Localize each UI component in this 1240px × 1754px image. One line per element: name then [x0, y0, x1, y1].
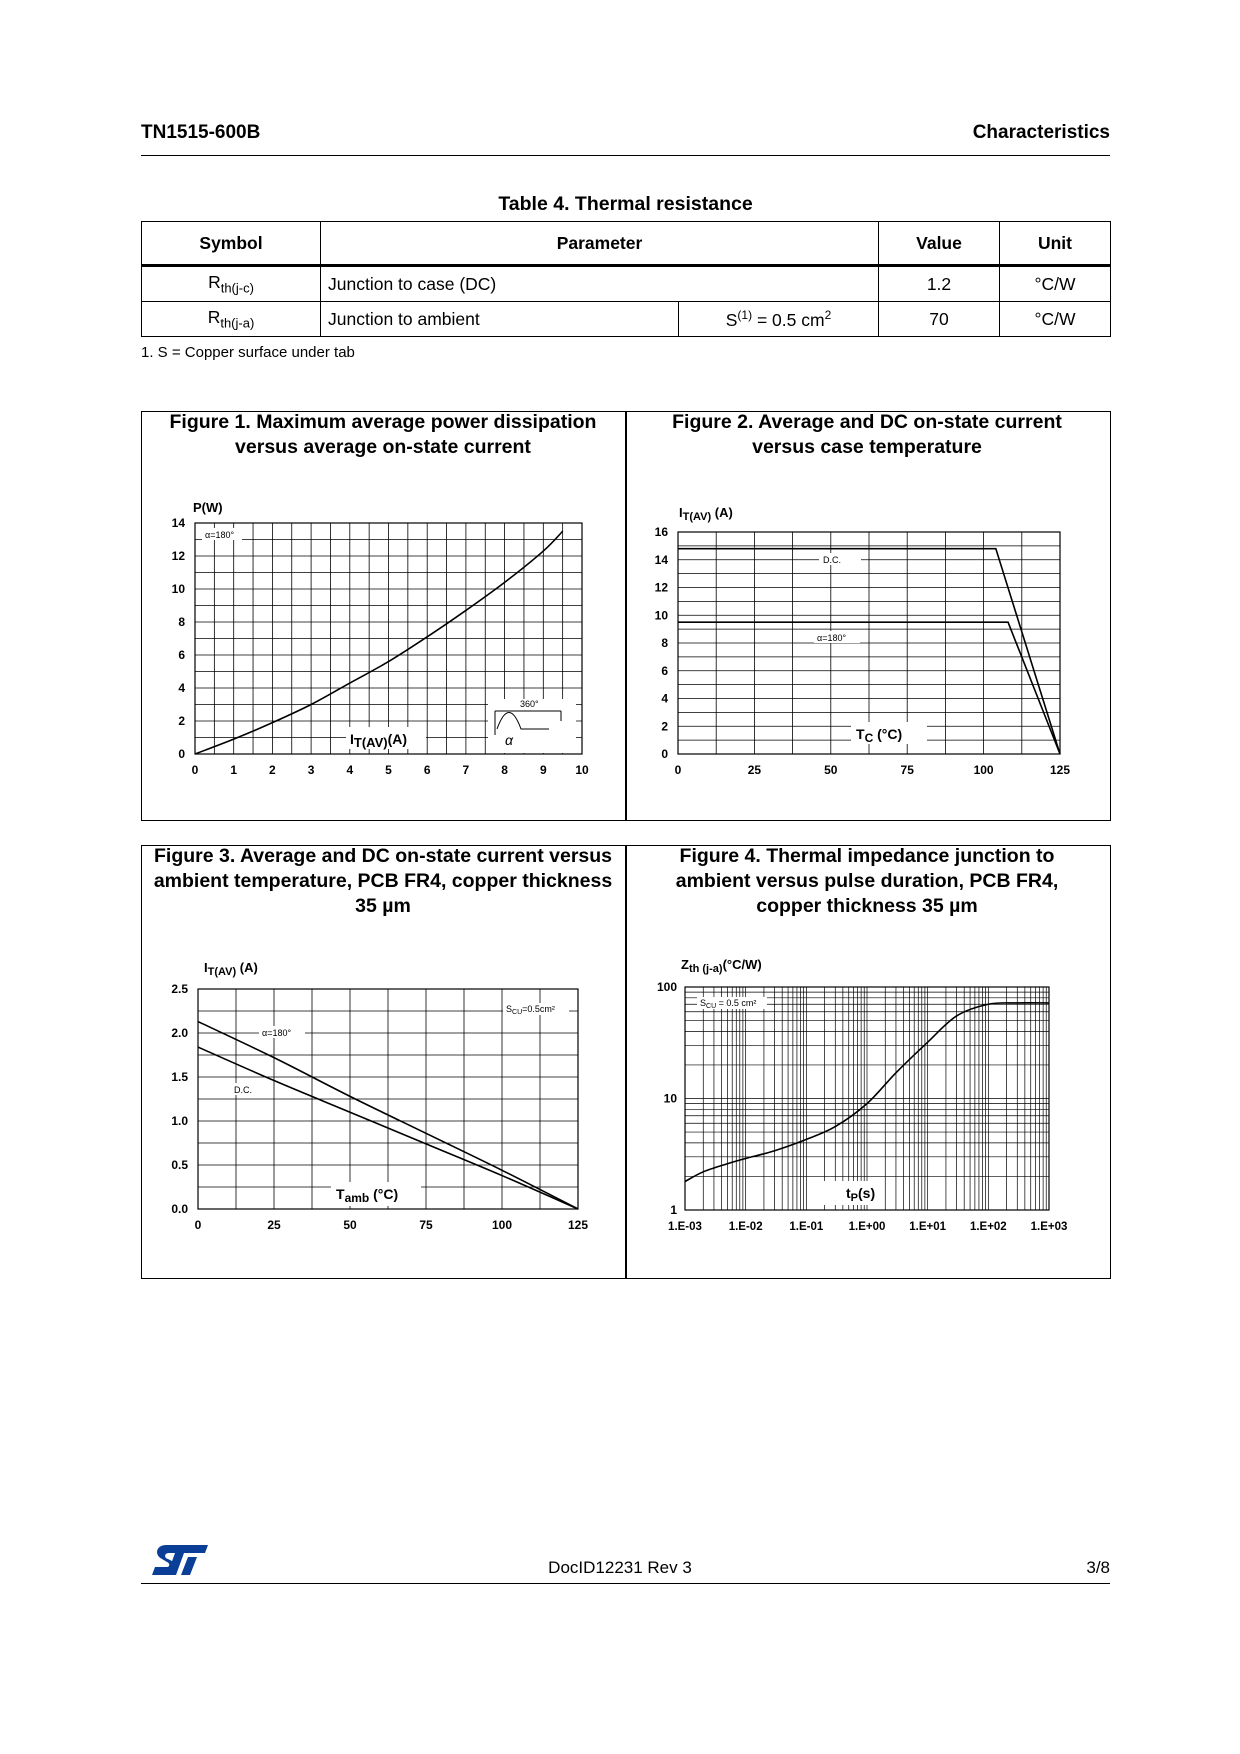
f2-ytick-label: 8 [661, 636, 668, 650]
f2-ytick-label: 6 [661, 663, 668, 678]
header-left: TN1515-600B [141, 122, 261, 143]
f1-xtick-label: 5 [385, 763, 392, 777]
f1-inset-alpha: α [505, 732, 513, 748]
value-cell: 1.2 [879, 266, 1000, 302]
f2-ytick-label: 16 [654, 525, 668, 539]
f2-grid [678, 532, 1060, 754]
f1-ytick-label: 4 [178, 681, 185, 695]
col-value: Value [879, 222, 1000, 266]
f4-xtick-label: 1.E+03 [1030, 1221, 1068, 1233]
f4-ytick-label: 100 [656, 980, 677, 994]
f2-ytick-label: 14 [654, 552, 668, 567]
f3-xtick-label: 125 [567, 1218, 589, 1232]
thermal-resistance-table [141, 221, 1111, 337]
f1-ytick-label: 6 [178, 648, 185, 662]
f1-xtick-label: 0 [191, 763, 199, 777]
f2-ytick-label: 10 [654, 608, 668, 623]
f1-xtick-label: 1 [230, 763, 238, 777]
f4-xtick-label: 1.E+02 [969, 1221, 1007, 1233]
f2-ytick-label: 0 [661, 747, 668, 761]
f4-ytick-label: 1 [670, 1203, 677, 1217]
f2-dc-label: D.C. [823, 555, 841, 565]
footer-page-number: 3/8 [1086, 1558, 1110, 1577]
f1-xlabel: IT(AV)(A) [350, 731, 408, 750]
f4-xtick-label: 1.E+00 [848, 1221, 886, 1233]
f2-xtick-label: 50 [824, 763, 838, 777]
table-row [142, 302, 1111, 337]
f2-xtick-label: 100 [973, 763, 994, 777]
f4-grid [685, 987, 1049, 1210]
f1-ylabel: P(W) [193, 500, 223, 515]
f4-ytick-label: 10 [663, 1091, 677, 1106]
footer-doc-id: DocID12231 Rev 3 [548, 1558, 692, 1577]
f2-xtick-label: 25 [747, 763, 762, 777]
f1-ytick-label: 8 [178, 615, 185, 629]
unit-cell: °C/W [1000, 302, 1111, 337]
table-header-row [142, 222, 1111, 266]
f3-xtick-label: 100 [491, 1218, 513, 1232]
f3-dc-label: D.C. [234, 1085, 252, 1095]
figure-2-caption: Figure 2. Average and DC on-state current versus case temperature [672, 411, 1062, 458]
f4-ylabel: $Z_{th (j-a)}(^\circ C/W)$ [681, 957, 762, 975]
f3-xtick-label: 0 [194, 1218, 202, 1232]
header-rule [141, 155, 1110, 156]
figure-1-chart [141, 495, 625, 795]
f1-xtick-label: 2 [269, 763, 276, 777]
f1-ytick-label: 10 [171, 582, 185, 596]
f1-xtick-label: 8 [501, 763, 508, 777]
f3-scu-label: $S_{CU}=0.5cm^2$ [506, 1004, 555, 1016]
f3-xtick-label: 50 [343, 1218, 357, 1232]
f2-ytick-label: 12 [654, 580, 668, 595]
f2-xtick-label: 75 [900, 763, 914, 777]
symbol-cell: $R_{th(j-a)}$ [142, 302, 321, 337]
figure-2-chart [625, 495, 1109, 795]
f2-180-label: α=180° [817, 633, 847, 643]
f1-xtick-label: 10 [575, 763, 589, 777]
f2-xtick-label: 125 [1049, 763, 1071, 777]
f1-xtick-label: 3 [307, 763, 315, 777]
table-caption: Table 4. Thermal resistance [498, 193, 753, 215]
f1-xtick-label: 4 [346, 763, 354, 777]
figure-4-chart [625, 955, 1109, 1255]
figure-1-caption: Figure 1. Maximum average power dissipation versus average on-state current [169, 411, 597, 458]
f4-xtick-label: 1.E-01 [789, 1221, 824, 1233]
f4-xtick-label: 1.E+01 [909, 1221, 947, 1233]
parameter-cell: Junction to case (DC) [321, 266, 879, 302]
header-right: Characteristics [972, 122, 1110, 143]
f3-ytick-label: 0.5 [171, 1158, 188, 1172]
f1-xtick-label: 9 [539, 763, 547, 777]
f3-xtick-label: 25 [267, 1218, 281, 1232]
value-cell: 70 [879, 302, 1000, 337]
figure-4-caption: Figure 4. Thermal impedance junction to ambient versus pulse duration, PCB FR4, copper thickness 35 µm [675, 845, 1059, 917]
f1-xtick-label: 6 [423, 763, 431, 777]
f3-ytick-label: 1.0 [171, 1114, 188, 1128]
f3-xlabel: Tamb (°C) [336, 1186, 399, 1205]
f4-xtick-label: 1.E-02 [728, 1221, 763, 1233]
f1-alpha-label: α=180° [205, 530, 235, 540]
f3-ytick-label: 2.0 [171, 1026, 188, 1040]
f2-ytick-label: 2 [661, 719, 668, 734]
col-parameter: Parameter [321, 222, 879, 266]
f1-ytick-label: 2 [178, 714, 185, 728]
condition-cell: $S^{(1)} = 0.5$ $cm^2$ [679, 302, 879, 337]
col-unit: Unit [1000, 222, 1111, 266]
f4-xtick-label: 1.E-03 [668, 1221, 702, 1233]
footer-rule [141, 1583, 1110, 1584]
figure-3-chart [141, 955, 625, 1255]
f1-inset-360: 360° [520, 699, 539, 709]
f1-ytick-label: 14 [171, 516, 185, 530]
table-row [142, 266, 1111, 302]
symbol-cell: $R_{th(j-c)}$ [142, 266, 321, 302]
f1-ytick-label: 0 [178, 747, 185, 761]
col-symbol: Symbol [142, 222, 321, 266]
f4-xlabel: $t_P(s)$ [846, 1185, 876, 1204]
parameter-cell: Junction to ambient [321, 302, 679, 337]
f2-xtick-label: 0 [674, 763, 682, 777]
f2-xlabel: TC (°C) [856, 726, 903, 745]
f3-ytick-label: 1.5 [171, 1070, 188, 1084]
f3-ytick-label: 2.5 [171, 982, 188, 996]
f4-scu-label: $S_{CU} = 0.5$ cm² [700, 998, 757, 1010]
f2-ylabel: $I_{T(AV)}$ (A) [679, 505, 733, 523]
f3-grid [198, 989, 578, 1209]
f3-180-label: α=180° [262, 1028, 292, 1038]
f1-xtick-label: 7 [462, 763, 470, 777]
f2-ytick-label: 4 [661, 691, 668, 706]
f3-ylabel: $I_{T(AV)}$ (A) [204, 960, 258, 978]
table-footnote: 1. S = Copper surface under tab [141, 344, 355, 361]
f3-ytick-label: 0.0 [171, 1202, 188, 1216]
figure-3-caption: Figure 3. Average and DC on-state current versus ambient temperature, PCB FR4, copper thickness 35 µm [153, 845, 613, 917]
f3-xtick-label: 75 [419, 1218, 433, 1232]
unit-cell: °C/W [1000, 266, 1111, 302]
f1-ytick-label: 12 [171, 549, 185, 563]
